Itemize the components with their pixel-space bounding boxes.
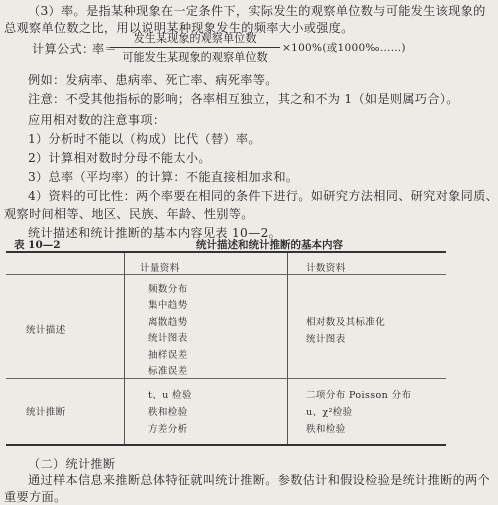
caution-item: 4）资料的可比性：两个率要在相同的条件下进行。如研究方法相同、研究对象同质、 bbox=[28, 189, 498, 203]
table-column-divider bbox=[287, 253, 288, 444]
measurement-item: 秩和检验 bbox=[148, 407, 188, 418]
table-header-rule bbox=[6, 274, 446, 275]
measurement-item: t、u 检验 bbox=[148, 390, 192, 401]
measurement-item: 标准误差 bbox=[148, 366, 188, 377]
measurement-item: 离散趋势 bbox=[148, 317, 188, 328]
count-item: 秩和检验 bbox=[306, 424, 346, 435]
section-heading: （二）统计推断 bbox=[28, 457, 116, 471]
formula-denominator: 可能发生某现象的观察单位数 bbox=[122, 51, 268, 64]
table-bottom-rule bbox=[6, 444, 446, 446]
caution-item: 3）总率（平均率）的计算：不能直接相加求和。 bbox=[28, 170, 299, 184]
formula-label: 计算公式： bbox=[32, 42, 95, 56]
rate-note: 注意：不受其他指标的影响；各率相互独立，其之和不为 1（如是则属巧合）。 bbox=[28, 92, 459, 106]
header-count: 计数资料 bbox=[306, 263, 346, 274]
table-column-divider bbox=[124, 253, 125, 444]
count-item: 统计图表 bbox=[306, 334, 346, 345]
cautions-heading: 应用相对数的注意事项： bbox=[28, 113, 166, 127]
count-item: 二项分布 Poisson 分布 bbox=[306, 390, 412, 401]
formula-suffix: ×100%(或1000‰……) bbox=[282, 42, 406, 54]
measurement-item: 方差分析 bbox=[148, 424, 188, 435]
table-row-divider bbox=[6, 378, 446, 379]
row-label-description: 统计描述 bbox=[26, 325, 66, 336]
caution-item: 1）分析时不能以（构成）比代（替）率。 bbox=[28, 132, 261, 146]
rate-definition-line1: （3）率。是指某种现象在一定条件下，实际发生的观察单位数与可能发生该现象的 bbox=[28, 4, 486, 18]
table-intro: 统计描述和统计推断的基本内容见表 10—2。 bbox=[28, 226, 282, 240]
rate-formula bbox=[6, 30, 446, 64]
header-measurement: 计量资料 bbox=[140, 263, 180, 274]
caution-item: 2）计算相对数时分母不能太小。 bbox=[28, 151, 211, 165]
table-number: 表 10—2 bbox=[14, 239, 61, 251]
section-text-line1: 通过样本信息来推断总体特征就叫统计推断。参数估计和假设检验是统计推断的两个 bbox=[28, 473, 491, 487]
rate-definition-line2: 总观察单位数之比，用以说明某种现象发生的频率大小或强度。 bbox=[4, 21, 354, 35]
caution-item-continued: 观察时间相等、地区、民族、年龄、性别等。 bbox=[4, 207, 254, 221]
table-top-rule bbox=[6, 251, 446, 253]
rate-examples: 例如：发病率、患病率、死亡率、病死率等。 bbox=[28, 73, 278, 87]
formula-fraction bbox=[110, 30, 280, 65]
count-item: 相对数及其标准化 bbox=[306, 317, 386, 328]
count-item: u、χ²检验 bbox=[306, 407, 353, 418]
measurement-item: 抽样误差 bbox=[148, 350, 188, 361]
measurement-item: 统计图表 bbox=[148, 333, 188, 344]
row-label-inference: 统计推断 bbox=[26, 407, 66, 418]
measurement-item: 集中趋势 bbox=[148, 300, 188, 311]
section-text-line2: 重要方面。 bbox=[4, 490, 67, 504]
table-title: 统计描述和统计推断的基本内容 bbox=[196, 239, 343, 251]
formula-lhs: 率＝ bbox=[92, 42, 117, 56]
formula-numerator: 发生某现象的观察单位数 bbox=[110, 30, 280, 48]
measurement-item: 频数分布 bbox=[148, 284, 188, 295]
